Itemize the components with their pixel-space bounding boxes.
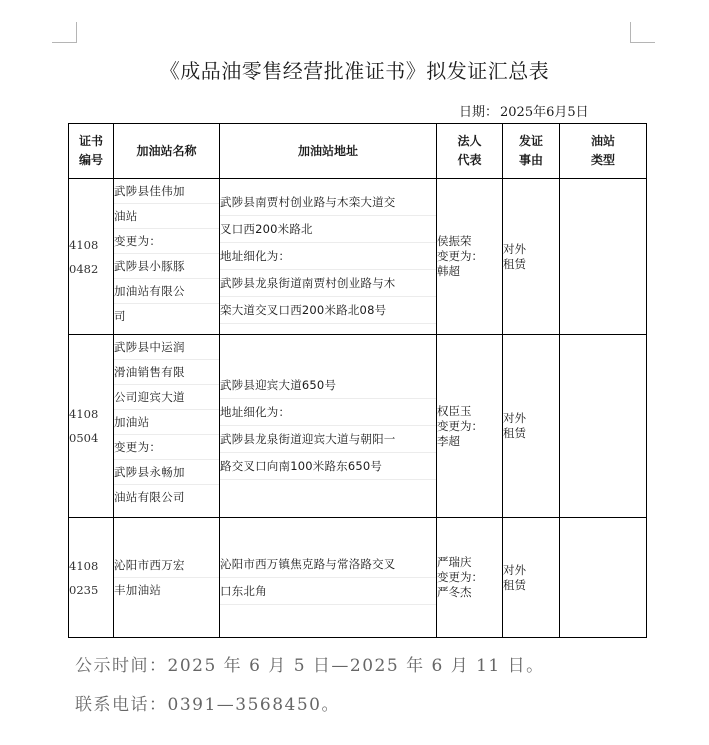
- address-cell: 沁阳市西万镇焦克路与常洛路交叉 口东北角: [220, 518, 437, 638]
- reason-cell: 对外 租赁: [503, 518, 560, 638]
- station-name-cell: 武陟县佳伟加 油站 变更为： 武陟县小豚豚 加油站有限公 司: [114, 179, 220, 335]
- crop-mark-top-left: [52, 22, 77, 43]
- station-name-cell: 武陟县中运润 滑油销售有限 公司迎宾大道 加油站 变更为： 武陟县永畅加 油站有限公司: [114, 335, 220, 518]
- table-row: [69, 518, 647, 638]
- cert-no-cell: 4108 0504: [69, 335, 114, 518]
- legal-rep-cell: 权臣玉 变更为： 李超: [437, 335, 503, 518]
- reason-cell: 对外 租赁: [503, 179, 560, 335]
- header-station-name: 加油站名称: [114, 124, 220, 179]
- summary-table: [68, 123, 647, 638]
- station-type-cell: [560, 179, 647, 335]
- header-reason: 发证 事由: [503, 124, 560, 179]
- legal-rep-cell: 严瑞庆 变更为： 严冬杰: [437, 518, 503, 638]
- station-name-cell: 沁阳市西万宏 丰加油站: [114, 518, 220, 638]
- table-header-row: [69, 124, 647, 179]
- date-label: 日期：: [459, 105, 499, 120]
- header-station-type: 油站 类型: [560, 124, 647, 179]
- station-type-cell: [560, 518, 647, 638]
- publicity-period: 公示时间：2025 年 6 月 5 日—2025 年 6 月 11 日。: [75, 656, 545, 676]
- header-legal-rep: 法人 代表: [437, 124, 503, 179]
- header-address: 加油站地址: [220, 124, 437, 179]
- station-type-cell: [560, 335, 647, 518]
- date-value: 2025年6月5日: [500, 105, 589, 120]
- contact-phone: 联系电话：0391—3568450。: [75, 695, 340, 715]
- address-cell: 武陟县南贾村创业路与木栾大道交 叉口西200米路北 地址细化为： 武陟县龙泉街道南贾村创业路与木 栾大道交叉口西200米路北08号: [220, 179, 437, 335]
- document-date: [459, 101, 591, 120]
- crop-mark-top-right: [630, 22, 655, 43]
- table-row: [69, 179, 647, 335]
- cert-no-cell: 4108 0235: [69, 518, 114, 638]
- table-row: [69, 335, 647, 518]
- cert-no-cell: 4108 0482: [69, 179, 114, 335]
- reason-cell: 对外 租赁: [503, 335, 560, 518]
- address-cell: 武陟县迎宾大道650号 地址细化为： 武陟县龙泉街道迎宾大道与朝阳一 路交叉口向南100米路东650号: [220, 335, 437, 518]
- legal-rep-cell: 侯振荣 变更为： 韩超: [437, 179, 503, 335]
- header-cert-no: 证书 编号: [69, 124, 114, 179]
- document-title: 《成品油零售经营批准证书》拟发证汇总表: [159, 59, 550, 83]
